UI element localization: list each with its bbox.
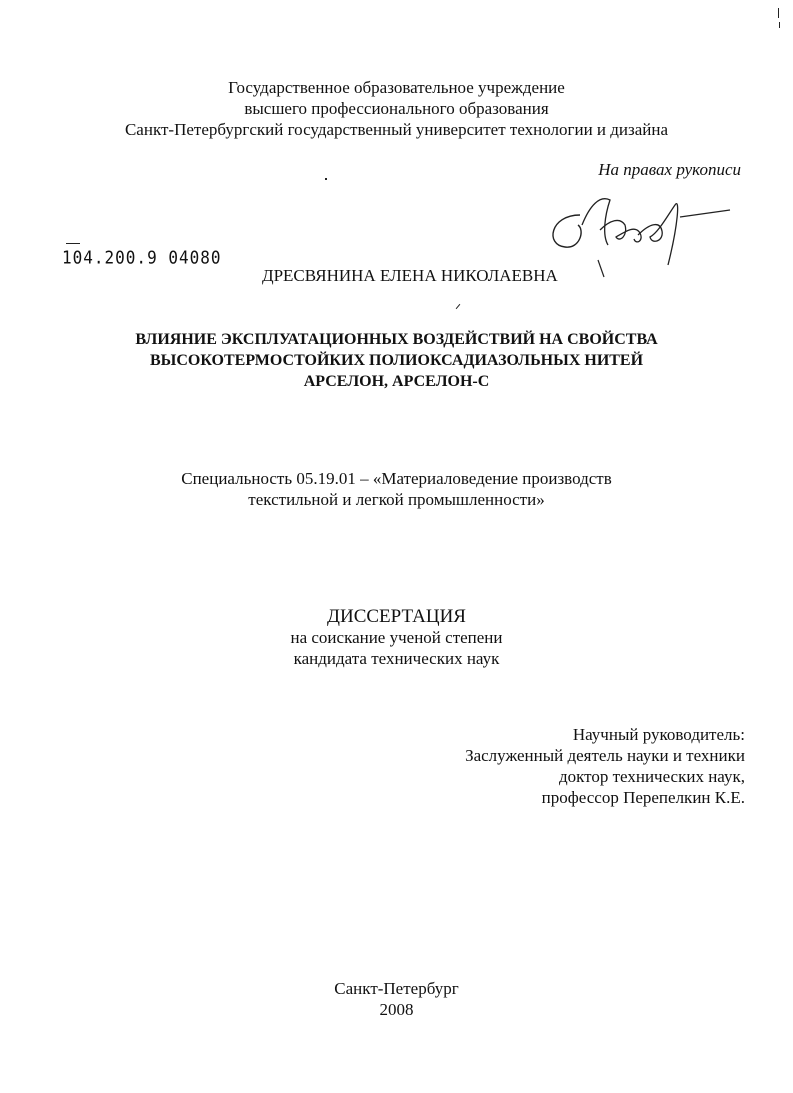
supervisor-line-3: профессор Перепелкин К.Е. (541, 788, 745, 807)
supervisor-line-1: Заслуженный деятель науки и техники (465, 746, 745, 765)
author-name: ДРЕСВЯНИНА ЕЛЕНА НИКОЛАЕВНА (262, 266, 558, 285)
institution-line-1: Государственное образовательное учреждение (228, 78, 565, 97)
scan-speck (66, 243, 80, 244)
specialty-line-2: текстильной и легкой промышленности» (248, 490, 545, 509)
footer-year: 2008 (379, 1000, 414, 1019)
work-type-line-1: на соискание ученой степени (290, 628, 503, 647)
scan-speck (779, 22, 780, 28)
scan-speck (325, 178, 327, 180)
institution-line-2: высшего профессионального образования (244, 99, 549, 118)
footer-city: Санкт-Петербург (334, 979, 459, 998)
work-type-line-2: кандидата технических наук (293, 649, 500, 668)
work-type-heading: ДИССЕРТАЦИЯ (327, 606, 466, 627)
signature-icon (540, 185, 740, 280)
title-line-3: АРСЕЛОН, АРСЕЛОН-С (303, 373, 490, 390)
scan-speck (456, 304, 461, 309)
title-line-1: ВЛИЯНИЕ ЭКСПЛУАТАЦИОННЫХ ВОЗДЕЙСТВИЙ НА СВОЙСТВА (135, 331, 658, 348)
supervisor-label: Научный руководитель: (572, 725, 745, 744)
institution-line-3: Санкт-Петербургский государственный университет технологии и дизайна (124, 120, 669, 139)
manuscript-note: На правах рукописи (598, 160, 741, 179)
specialty-line-1: Специальность 05.19.01 – «Материаловедение производств (181, 469, 612, 488)
title-line-2: ВЫСОКОТЕРМОСТОЙКИХ ПОЛИОКСАДИАЗОЛЬНЫХ НИТЕЙ (149, 352, 644, 369)
scan-speck (778, 8, 779, 18)
supervisor-line-2: доктор технических наук, (558, 767, 745, 786)
stamp-number: 104.200.9 04080 (62, 247, 222, 268)
